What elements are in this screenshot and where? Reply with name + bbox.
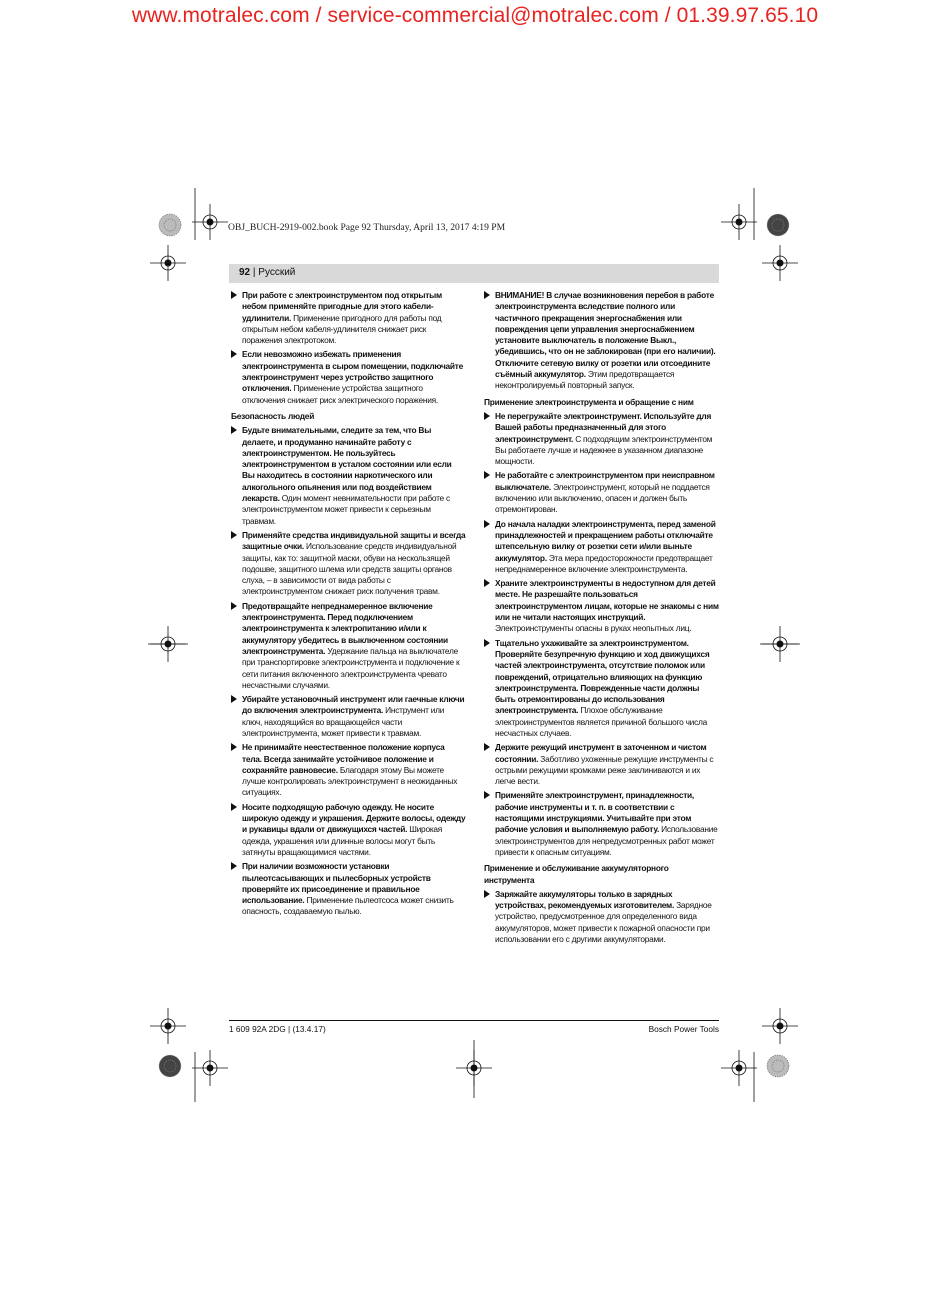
footer-brand: Bosch Power Tools [648,1024,719,1034]
footer-divider [229,1020,719,1021]
item-bold: Убирайте установочный инструмент или гаечные ключи до включения электроинструмента. [242,694,465,716]
list-item [231,530,466,598]
item-bold: Не работайте с электроинструментом при неисправном выключателе. [495,470,715,492]
bullet-arrow-icon [231,743,237,751]
list-item [231,290,466,346]
item-text: Зарядное устройство, предусмотренное для определенного вида аккумуляторов, может привести к пожарной опасности при использовании его с другими аккумуляторами. [495,900,712,945]
bullet-arrow-icon [484,520,490,528]
item-text: Заботливо ухоженные режущие инструменты с острыми режущими кромками реже заклиниваются и их легче вести. [495,753,714,787]
list-item [484,411,719,467]
item-bold: Будьте внимательными, следите за тем, что Вы делаете, и продуманно начинайте работу с электроинструментом. Не пользуйтесь электроинструментом в усталом состоянии или если Вы находитесь в состоянии наркотического или алкогольного опьянения или под воздействием лекарств. [242,425,452,504]
item-bold: Если невозможно избежать применения электроинструмента в сыром помещении, подключайте электроинструмент через устройство защитного отключения. [242,349,464,394]
item-text: Удержание пальца на выключателе при транспортировке электроинструмента и подключение к сети питания включенного электроинструмента чревато несчастными случаями. [242,645,460,690]
item-bold: До начала наладки электроинструмента, перед заменой принадлежностей и прекращением работы отключайте штепсельную вилку от розетки сети и/или выньте аккумулятор. [495,518,716,563]
item-text: С подходящим электроинструментом Вы работаете лучше и надежнее в указанном диапазоне мощности. [495,433,713,467]
list-item [484,578,719,634]
bullet-arrow-icon [231,531,237,539]
item-text: Электроинструменты опасны в руках неопытных лиц. [495,623,692,634]
item-bold: Заряжайте аккумуляторы только в зарядных устройствах, рекомендуемых изготовителем. [495,888,675,911]
bullet-arrow-icon [231,695,237,703]
bullet-arrow-icon [484,791,490,799]
header-language: Русский [258,267,296,278]
item-bold: Предотвращайте непреднамеренное включение электроинструмента. Перед подключением электроинструмента к электропитанию и/или к аккумулятору убедитесь в выключенном состоянии электроинструмента. [242,600,448,656]
bullet-arrow-icon [231,350,237,358]
item-bold: Держите режущий инструмент в заточенном и чистом состоянии. [495,742,707,764]
item-bold: При работе с электроинструментом под открытым небом применяйте пригодные для этого кабели-удлинители. [242,290,442,323]
bullet-arrow-icon [484,579,490,587]
item-text: Применение устройства защитного отключения снижает риск электрического поражения. [242,383,438,405]
list-item [484,638,719,740]
list-item [231,742,466,798]
section-heading: Применение электроинструмента и обращение с ним [484,396,694,407]
item-bold: Тщательно ухаживайте за электроинструментом. Проверяйте безупречную функцию и ход движущихся частей электроинструмента, отсутствие поломок или повреждений, отрицательно влияющих на функцию электроинструмента. Поврежденные части должны быть отремонтированы до использования электроинструмента. [495,637,710,716]
header-separator: | [250,267,259,278]
list-item [231,349,466,405]
item-bold: Не перегружайте электроинструмент. Используйте для Вашей работы предназначенный для этого электроинструмент. [495,410,712,444]
bullet-arrow-icon [484,412,490,420]
item-text: Эта мера предосторожности предотвращает непреднамеренное включение электроинструмента. [495,552,713,574]
section-heading: Безопасность людей [231,410,315,421]
book-info-line: OBJ_BUCH-2919-002.book Page 92 Thursday, April 13, 2017 4:19 PM [228,222,506,233]
bullet-arrow-icon [484,639,490,647]
bullet-arrow-icon [231,803,237,811]
list-item [484,470,719,515]
item-text: Электроинструмент, который не поддается включению или выключению, опасен и должен быть отремонтирован. [495,481,710,515]
item-text: Инструмент или ключ, находящийся во вращающейся части электроинструмента, может привести к травмам. [242,705,445,738]
list-item [484,742,719,787]
bullet-arrow-icon [484,291,490,299]
item-bold: Применяйте средства индивидуальной защиты и всегда защитные очки. [242,529,466,552]
bullet-arrow-icon [484,471,490,479]
item-text: Благодаря этому Вы можете лучше контролировать электроинструмент в неожиданных ситуациях. [242,764,458,798]
item-bold: Храните электроинструменты в недоступном для детей месте. Не разрешайте пользоваться электроинструментом лицам, которые не знакомы с ним или не читали настоящих инструкций. [495,578,719,623]
list-item [484,889,719,945]
item-bold: Носите подходящую рабочую одежду. Не носите широкую одежду и украшения. Держите волосы, одежду и рукавицы вдали от движущихся частей. [242,801,466,835]
item-text: Один момент невнимательности при работе с электроинструментом может привести к серьезным травмам. [242,493,450,526]
bullet-arrow-icon [231,426,237,434]
list-item [484,519,719,575]
bullet-arrow-icon [484,743,490,751]
header-text [239,267,295,278]
item-text: Применение пригодного для работы под открытым небом кабеля-удлинителя снижает риск поражения электротоком. [242,312,442,346]
item-bold: При наличии возможности установки пылеотсасывающих и пылесборных устройств проверяйте их присоединение и правильное использование. [242,861,431,906]
bullet-arrow-icon [484,890,490,898]
list-item [231,425,466,527]
item-text: Этим предотвращается неконтролируемый повторный запуск. [495,369,675,391]
list-item [231,694,466,739]
page-header [229,264,719,283]
list-item [231,601,466,691]
item-text: Плохое обслуживание электроинструментов является причиной большого числа несчастных случаев. [495,705,708,738]
bullet-arrow-icon [231,862,237,870]
bullet-arrow-icon [231,602,237,610]
item-text: Использование средств индивидуальной защиты, как то: защитной маски, обуви на нескользящей подошве, защитного шлема или средств защиты органов слуха, – в зависимости от вида работы с электроинструментом снижает риск получения травм. [242,541,457,597]
item-bold: Не принимайте неестественное положение корпуса тела. Всегда занимайте устойчивое положение и сохраняйте равновесие. [242,742,445,775]
list-item [484,790,719,858]
contact-banner[interactable]: www.motralec.com / service-commercial@motralec.com / 01.39.97.65.10 [131,4,819,27]
page-number: 92 [239,267,251,278]
item-text: Использование электроинструментов для непредусмотренных работ может привести к опасным ситуациям. [495,824,718,857]
list-item [231,861,466,917]
list-item [231,802,466,858]
item-bold: Применяйте электроинструмент, принадлежности, рабочие инструменты и т. п. в соответствии с настоящими инструкциями. Учитывайте при этом рабочие условия и выполняемую работу. [495,790,694,835]
bullet-arrow-icon [231,291,237,299]
item-text: Применение пылеотсоса может снизить опасность, создаваемую пылью. [242,895,454,917]
right-column [484,290,719,948]
footer-doc-number: 1 609 92A 2DG | (13.4.17) [229,1024,326,1034]
list-item [484,290,719,392]
item-bold: ВНИМАНИЕ! В случае возникновения перебоя в работе электроинструмента вследствие полного или частичного прекращения энергоснабжения или повреждения цепи управления энергоснабжением установите выключатель в положение Выкл., убедившись, что он не заблокирован (при его наличии). Отключите сетевую вилку от розетки или отсоедините съёмный аккумулятор. [495,290,716,380]
left-column [231,290,466,921]
item-text: Широкая одежда, украшения или длинные волосы могут быть затянуты вращающимися частями. [242,824,443,857]
section-heading: Применение и обслуживание аккумуляторного инструмента [484,863,669,885]
